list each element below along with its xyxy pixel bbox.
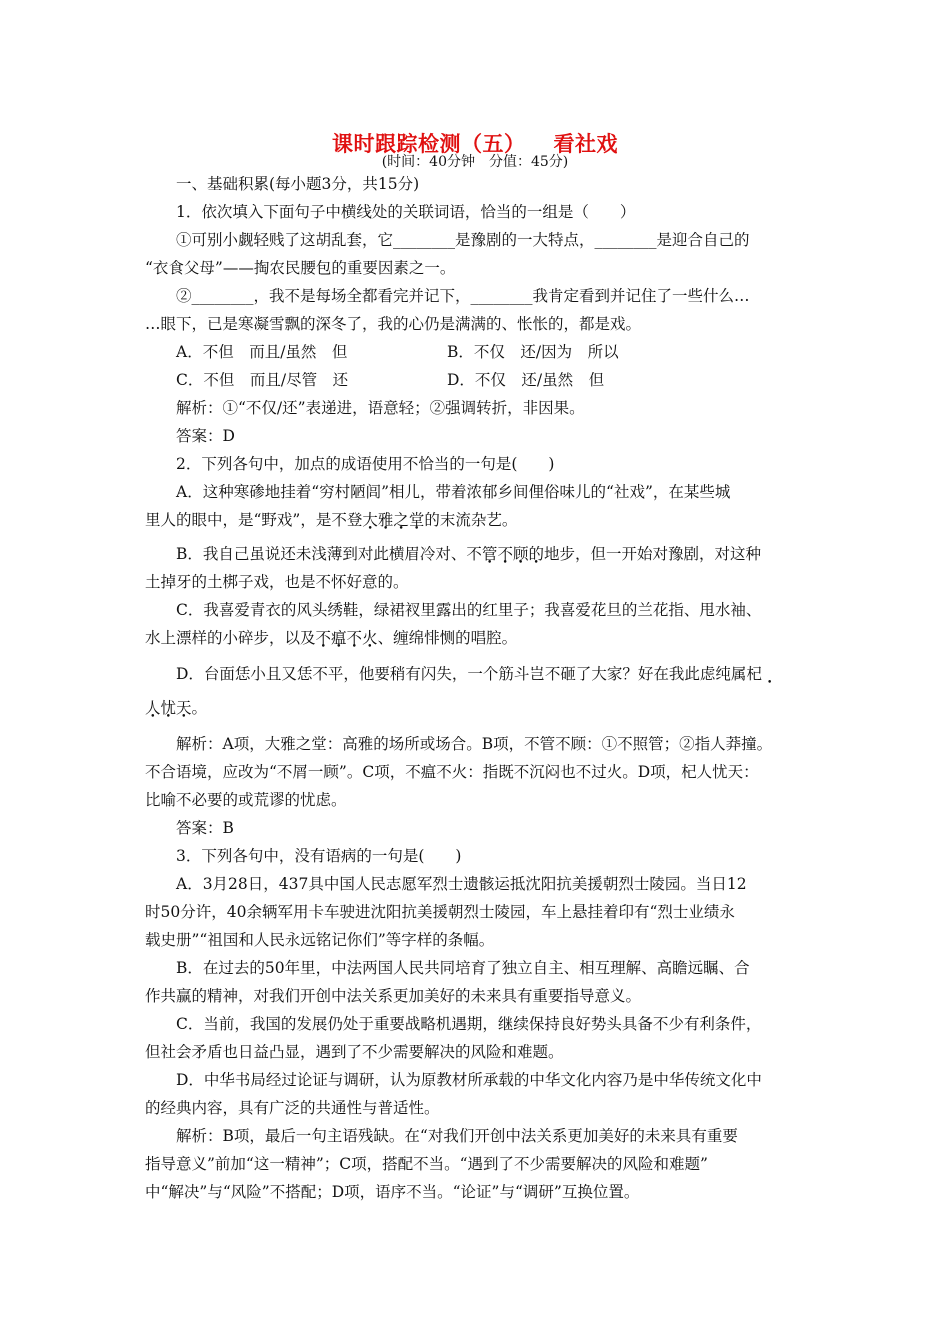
dotted-char: 瘟 — [331, 629, 347, 647]
sentence-line: “衣食父母”——掏农民腰包的重要因素之一。 — [145, 259, 456, 277]
dotted-char: 不 — [497, 545, 513, 563]
answer: 答案：B — [176, 819, 234, 837]
option-a-line: A．这种寒碜地挂着“穷村陋闾”相儿，带着浓郁乡间俚俗味儿的“社戏”，在某些城 — [176, 483, 731, 501]
dotted-idiom — [362, 511, 424, 529]
dotted-char: 不 — [466, 545, 482, 563]
question-2 — [145, 450, 805, 842]
option-a-line: 时50分许，40余辆军用卡车驶进沈阳抗美援朝烈士陵园，车上悬挂着印有“烈士业绩永 — [145, 903, 735, 921]
sentence-line: ①可别小觑轻贱了这胡乱套，它________是豫剧的一大特点，________是迎合自己的 — [176, 231, 750, 249]
analysis: 解析：①“不仅/还”表递进，语意轻；②强调转折，非因果。 — [176, 399, 585, 417]
dotted-char: 不 — [315, 629, 332, 647]
document-body — [145, 170, 805, 1206]
dotted-char: 人 — [145, 699, 161, 717]
time-score-info: (时间：40分钟 分值：45分) — [381, 154, 569, 170]
question-stem: 3．下列各句中，没有语病的一句是( ) — [176, 847, 462, 865]
question-stem: 1．依次填入下面句子中横线处的关联词语，恰当的一组是（ ） — [176, 203, 636, 221]
option-b-line: B．我自己虽说还未浅薄到对此横眉冷对、不管不顾的地步，但一开始对豫剧，对这种 — [176, 545, 761, 563]
option-c-line: 水上漂样的小碎步，以及不瘟不火、缠绵悱恻的唱腔。 — [145, 629, 518, 647]
option-b: B．不仅 还/因为 所以 — [447, 343, 619, 361]
sentence-line: ②________，我不是每场全都看完并记下，________我肯定看到并记住了一些什么… — [176, 287, 750, 305]
option-b-line: 作共赢的精神，对我们开创中法关系更加美好的未来具有重要指导意义。 — [145, 987, 642, 1005]
option-b-line: 土掉牙的土梆子戏，也是不怀好意的。 — [145, 573, 409, 591]
option-c-line: C．我喜爱青衣的风头绣鞋，绿裙衩里露出的红里子；我喜爱花旦的兰花指、甩水袖、 — [176, 601, 762, 619]
option-a: A．不但 而且/虽然 但 — [176, 343, 348, 361]
dotted-char: 顾 — [512, 545, 529, 563]
question-1 — [145, 198, 805, 450]
option-d-line: 的经典内容，具有广泛的共通性与普适性。 — [145, 1099, 440, 1117]
dotted-idiom — [746, 665, 762, 683]
dotted-char: 之 — [393, 511, 409, 529]
analysis: 中“解决”与“风险”不搭配；D项，语序不当。“论证”与“调研”互换位置。 — [145, 1183, 640, 1201]
dotted-char: 杞 — [746, 665, 762, 683]
dotted-char: 堂 — [408, 511, 425, 529]
option-a-line: 载史册”“祖国和人民永远铭记你们”等字样的条幅。 — [145, 931, 495, 949]
sentence-line: …眼下，已是寒凝雪飘的深冬了，我的心仍是满满的、怅怅的，都是戏。 — [145, 315, 642, 333]
question-stem: 2．下列各句中，加点的成语使用不恰当的一句是( ) — [176, 455, 555, 473]
dotted-char: 大 — [362, 511, 378, 529]
analysis: 解析：A项，大雅之堂：高雅的场所或场合。B项，不管不顾：①不照管；②指人莽撞。 — [176, 735, 773, 753]
option-c-line: 但社会矛盾也日益凸显，遇到了不少需要解决的风险和难题。 — [145, 1043, 564, 1061]
dotted-char: 忧 — [160, 699, 177, 717]
answer: 答案：D — [176, 427, 235, 445]
option-row — [145, 338, 805, 366]
analysis: 解析：B项，最后一句主语残缺。在“对我们开创中法关系更加美好的未来具有重要 — [176, 1127, 738, 1145]
dotted-char: 不 — [346, 629, 363, 647]
option-a-line: 里人的眼中，是“野戏”，是不登大雅之堂的末流杂艺。 — [145, 511, 518, 529]
dotted-idiom — [316, 629, 378, 647]
dotted-char: 管 — [481, 545, 498, 563]
option-c: C．不但 而且/尽管 还 — [176, 371, 349, 389]
question-3 — [145, 842, 805, 1206]
title-main: 课时跟踪检测（五） — [332, 132, 526, 156]
dotted-char: 火 — [362, 629, 378, 647]
option-b-line: B．在过去的50年里，中法两国人民共同培育了独立自主、相互理解、高瞻远瞩、合 — [176, 959, 750, 977]
option-a-line: A．3月28日，437具中国人民志愿军烈士遗骸运抵沈阳抗美援朝烈士陵园。当日12 — [176, 875, 747, 893]
section-heading: 一、基础积累(每小题3分，共15分) — [176, 175, 420, 193]
option-row — [145, 366, 805, 394]
option-c-line: C．当前，我国的发展仍处于重要战略机遇期，继续保持良好势头具备不少有利条件， — [176, 1015, 762, 1033]
option-d-line: D．中华书局经过论证与调研，认为原教材所承载的中华文化内容乃是中华传统文化中 — [176, 1071, 762, 1089]
dotted-idiom — [466, 545, 528, 563]
dotted-idiom — [145, 699, 192, 717]
option-d: D．不仅 还/虽然 但 — [447, 371, 605, 389]
dotted-char: 雅 — [377, 511, 394, 529]
analysis: 比喻不必要的或荒谬的忧虑。 — [145, 791, 347, 809]
option-d-line: D．台面恁小且又恁不平，他要稍有闪失，一个筋斗岂不砸了大家？好在我此虑纯属杞 — [176, 665, 762, 683]
dotted-char: 天 — [176, 699, 192, 717]
analysis: 指导意义”前加“这一精神”；C项，搭配不当。“遇到了不少需要解决的风险和难题” — [145, 1155, 708, 1173]
title-sub: 看社戏 — [553, 132, 618, 156]
option-d-line: 人忧天。 — [145, 699, 208, 717]
analysis: 不合语境，应改为“不屑一顾”。C项，不瘟不火：指既不沉闷也不过火。D项，杞人忧天： — [145, 763, 759, 781]
